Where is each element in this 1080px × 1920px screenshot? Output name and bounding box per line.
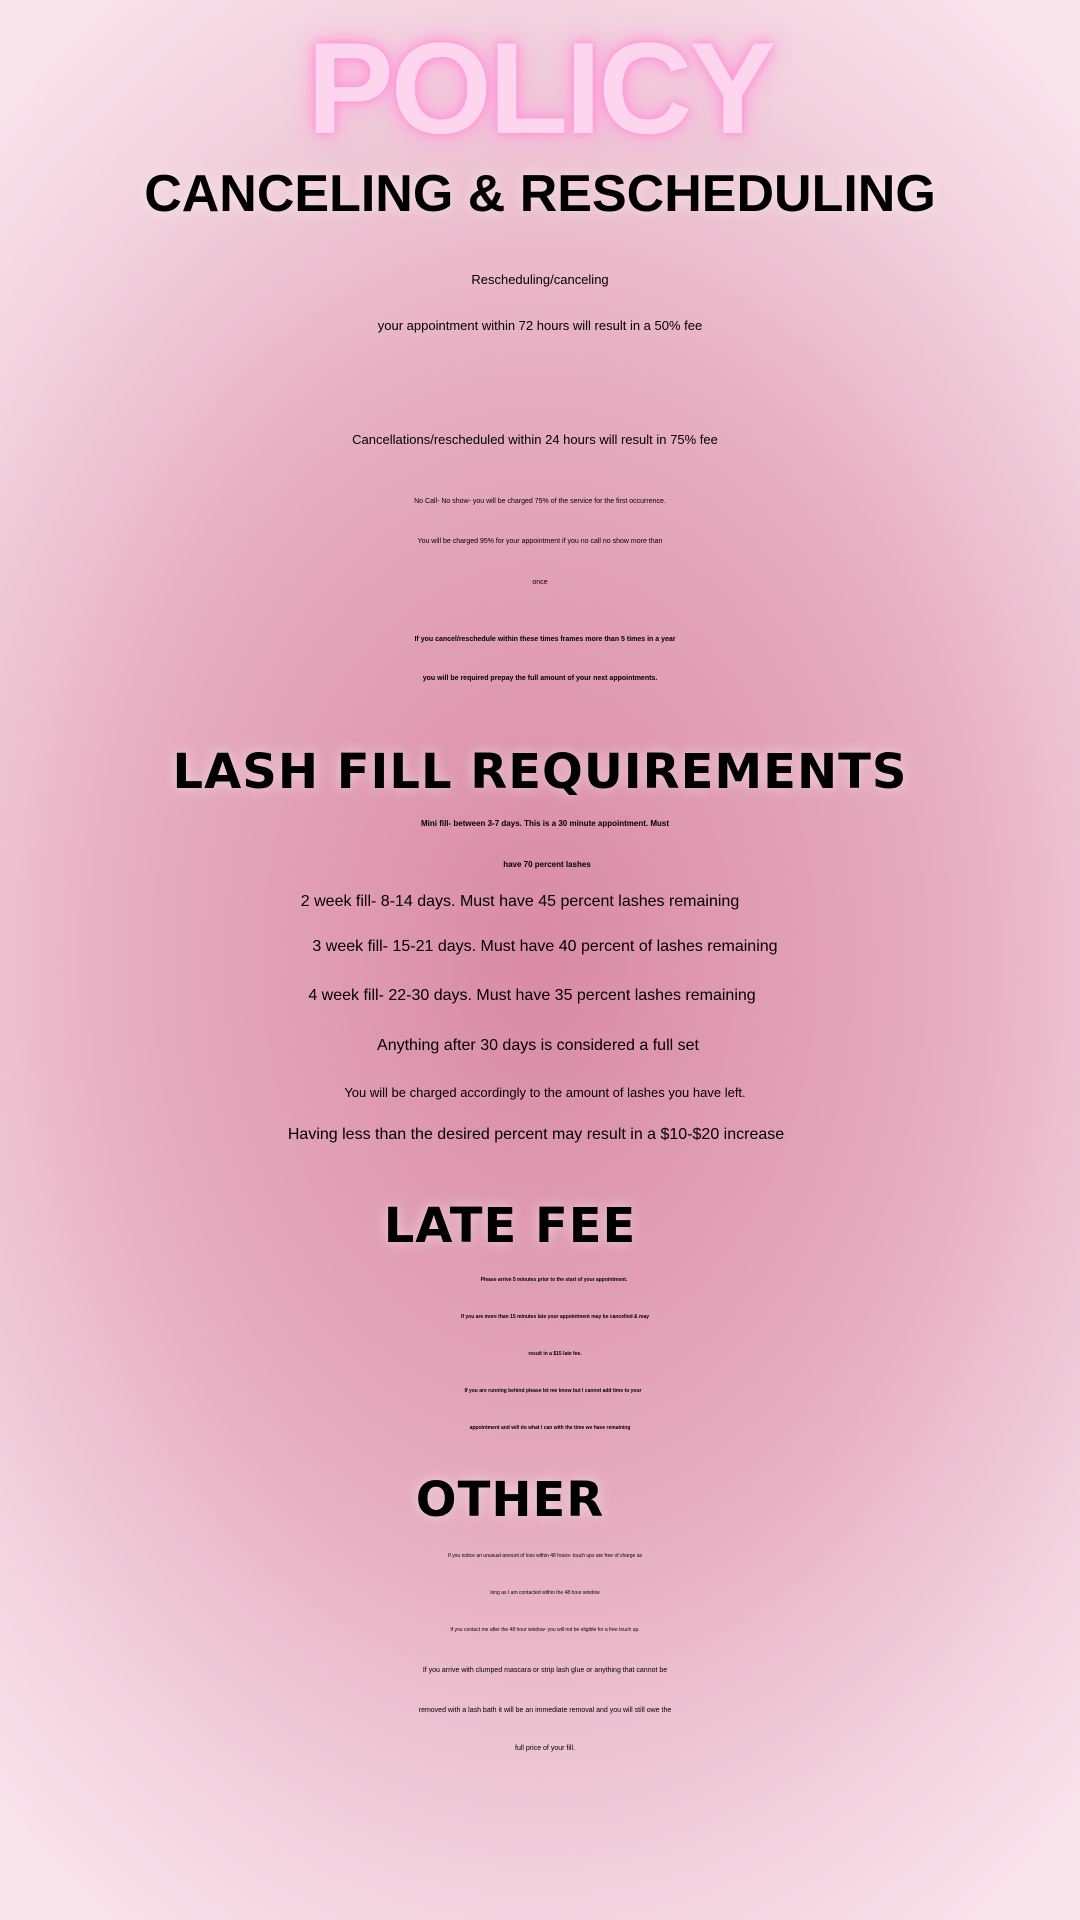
no-show-line-3: once — [532, 579, 548, 586]
late-fee-line-2: If you are more than 15 minutes late your appointment may be cancelled & may — [460, 1314, 650, 1320]
canceling-line-3: Cancellations/rescheduled within 24 hours will result in 75% fee — [352, 432, 718, 447]
page-title: POLICY — [307, 15, 773, 161]
no-show-line-2: You will be charged 95% for your appointment if you no call no show more than — [417, 538, 663, 545]
other-line-5: removed with a lash bath it will be an immediate removal and you will still owe the — [418, 1707, 672, 1714]
four-week-fill: 4 week fill- 22-30 days. Must have 35 percent lashes remaining — [308, 987, 756, 1004]
after-30-days: Anything after 30 days is considered a full set — [377, 1037, 699, 1054]
canceling-line-1: Rescheduling/canceling — [471, 272, 609, 287]
late-fee-heading: LATE FEE — [383, 1198, 637, 1254]
mini-fill-line-2: have 70 percent lashes — [503, 860, 591, 869]
three-week-fill: 3 week fill- 15-21 days. Must have 40 percent of lashes remaining — [312, 938, 778, 955]
other-line-6: full price of your fill. — [515, 1745, 575, 1752]
other-heading: OTHER — [415, 1472, 605, 1528]
lash-fill-heading: LASH FILL REQUIREMENTS — [172, 744, 908, 800]
late-fee-line-5: appointment and will do what I can with the time we have remaining — [469, 1425, 631, 1431]
late-fee-line-4: If you are running behind please let me know but I cannot add time to your — [464, 1388, 642, 1394]
other-line-3: If you contact me after the 48 hour window- you will not be eligible for a free touch up. — [450, 1627, 640, 1633]
late-fee-line-1: Please arrive 5 minutes prior to the start of your appointment. — [480, 1277, 628, 1283]
canceling-line-2: your appointment within 72 hours will result in a 50% fee — [377, 318, 703, 333]
less-than-desired: Having less than the desired percent may result in a $10-$20 increase — [287, 1126, 785, 1143]
charged-accordingly: You will be charged accordingly to the amount of lashes you have left. — [344, 1085, 746, 1100]
two-week-fill: 2 week fill- 8-14 days. Must have 45 percent lashes remaining — [300, 893, 740, 910]
other-line-2: long as I am contacted within the 48 hour window — [490, 1590, 600, 1596]
frequent-cancel-line-2: you will be required prepay the full amount of your next appointments. — [422, 675, 658, 682]
other-line-4: If you arrive with clumped mascara or strip lash glue or anything that cannot be — [422, 1667, 668, 1674]
mini-fill-line-1: Mini fill- between 3-7 days. This is a 30 minute appointment. Must — [420, 819, 670, 828]
frequent-cancel-line-1: If you cancel/reschedule within these times frames more than 5 times in a year — [414, 636, 676, 643]
no-show-line-1: No Call- No show- you will be charged 75% of the service for the first occurrence. — [414, 498, 666, 505]
canceling-heading: CANCELING & RESCHEDULING — [144, 165, 936, 223]
other-line-1: If you notice an unusual amount of loss within 48 hours- touch ups are free of charge as — [447, 1553, 642, 1559]
late-fee-line-3: result in a $15 late fee. — [528, 1351, 582, 1357]
